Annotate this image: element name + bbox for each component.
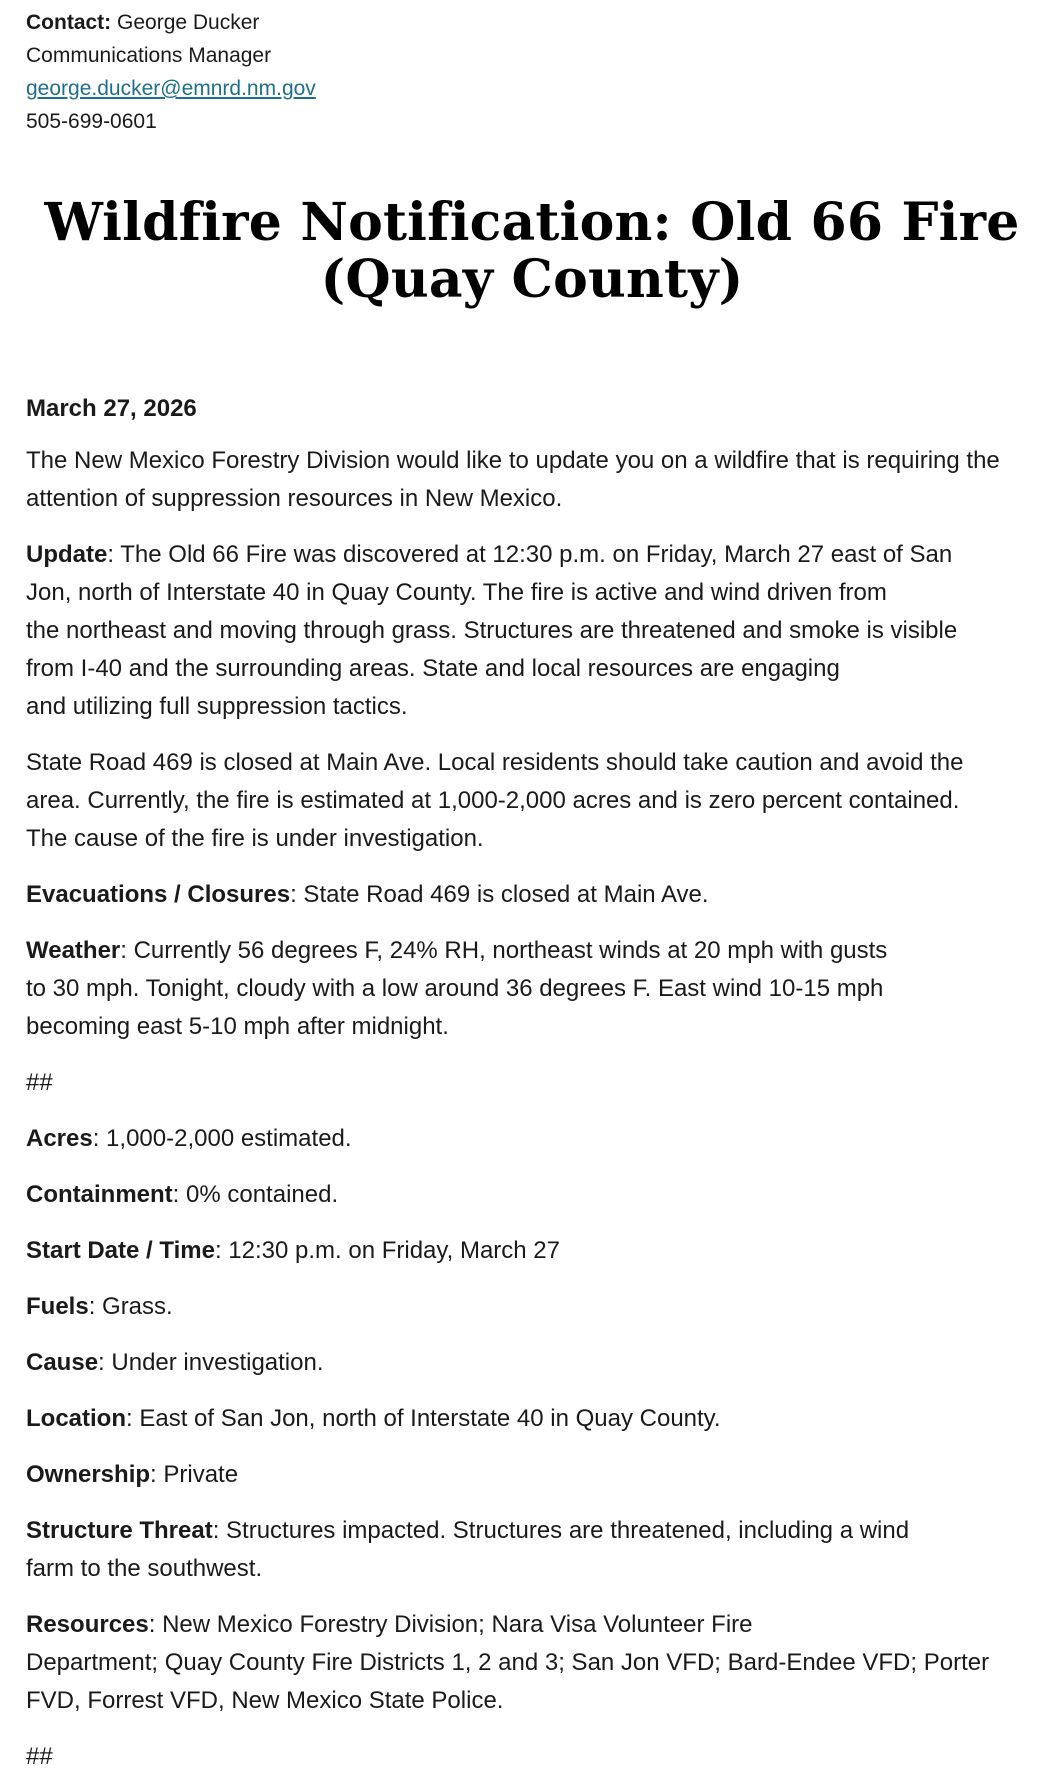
section-separator-end: ## bbox=[26, 1743, 53, 1770]
fact-acres bbox=[26, 1120, 1038, 1158]
road-closure-paragraph bbox=[26, 744, 1038, 858]
title-line-2: (Quay County) bbox=[320, 249, 744, 310]
fact-label: Structure Threat bbox=[26, 1517, 213, 1544]
fact-value: : 12:30 p.m. on Friday, March 27 bbox=[214, 1237, 560, 1264]
fact-fuels bbox=[26, 1288, 1038, 1326]
contact-email-link[interactable]: george.ducker@emnrd.nm.gov bbox=[26, 77, 316, 100]
fact-location bbox=[26, 1400, 1038, 1438]
update-label: Update bbox=[26, 541, 108, 568]
fact-label: Ownership bbox=[26, 1461, 151, 1488]
fact-value: : New Mexico Forestry Division; Nara Visa Volunteer Fire bbox=[148, 1611, 753, 1638]
fact-value: Department; Quay County Fire Districts 1, 2 and 3; San Jon VFD; Bard-Endee VFD; Porter bbox=[26, 1649, 990, 1676]
section-separator: ## bbox=[26, 1069, 53, 1096]
update-line: the northeast and moving through grass. Structures are threatened and smoke is visible bbox=[26, 617, 958, 644]
fact-label: Cause bbox=[26, 1349, 99, 1376]
fact-ownership bbox=[26, 1456, 1038, 1494]
fact-value: : Grass. bbox=[88, 1293, 173, 1320]
page-title bbox=[26, 138, 1038, 308]
fact-value: : Structures impacted. Structures are threatened, including a wind bbox=[212, 1517, 910, 1544]
update-line: : The Old 66 Fire was discovered at 12:30 p.m. on Friday, March 27 east of San bbox=[107, 541, 953, 568]
fact-resources bbox=[26, 1606, 1038, 1720]
fact-containment bbox=[26, 1176, 1038, 1214]
update-line: Jon, north of Interstate 40 in Quay County. The fire is active and wind driven from bbox=[26, 579, 887, 606]
evacuations-label: Evacuations / Closures bbox=[26, 881, 291, 908]
fact-value: : East of San Jon, north of Interstate 40 in Quay County. bbox=[126, 1405, 721, 1432]
update-paragraph bbox=[26, 536, 1038, 726]
road-line: The cause of the fire is under investigation. bbox=[26, 825, 484, 852]
road-line: State Road 469 is closed at Main Ave. Local residents should take caution and avoid the bbox=[26, 749, 964, 776]
weather-label: Weather bbox=[26, 937, 121, 964]
contact-role: Communications Manager bbox=[26, 44, 272, 67]
contact-name: George Ducker bbox=[117, 11, 260, 34]
release-body bbox=[26, 308, 1038, 1776]
fact-value: : Under investigation. bbox=[98, 1349, 324, 1376]
fact-label: Start Date / Time bbox=[26, 1237, 215, 1264]
title-line-1: Wildfire Notification: Old 66 Fire bbox=[44, 192, 1020, 253]
contact-line bbox=[26, 6, 1038, 39]
fact-start-time bbox=[26, 1232, 1038, 1270]
weather-line: becoming east 5-10 mph after midnight. bbox=[26, 1013, 449, 1040]
contact-block bbox=[26, 0, 1038, 138]
fact-label: Resources bbox=[26, 1611, 149, 1638]
road-line: area. Currently, the fire is estimated at 1,000-2,000 acres and is zero percent contained. bbox=[26, 787, 960, 814]
fact-value: farm to the southwest. bbox=[26, 1555, 263, 1582]
weather-line: to 30 mph. Tonight, cloudy with a low around 36 degrees F. East wind 10-15 mph bbox=[26, 975, 884, 1002]
fact-cause bbox=[26, 1344, 1038, 1382]
contact-label: Contact: bbox=[26, 11, 112, 34]
fact-label: Containment bbox=[26, 1181, 173, 1208]
update-line: from I-40 and the surrounding areas. State and local resources are engaging bbox=[26, 655, 840, 682]
update-line: and utilizing full suppression tactics. bbox=[26, 693, 408, 720]
fact-value: : 0% contained. bbox=[172, 1181, 339, 1208]
release-date: March 27, 2026 bbox=[26, 395, 197, 422]
fact-label: Fuels bbox=[26, 1293, 89, 1320]
fact-value: FVD, Forrest VFD, New Mexico State Police. bbox=[26, 1687, 504, 1714]
weather-line: : Currently 56 degrees F, 24% RH, northeast winds at 20 mph with gusts bbox=[120, 937, 888, 964]
fact-structure-threat bbox=[26, 1512, 1038, 1588]
fact-value: : 1,000-2,000 estimated. bbox=[92, 1125, 352, 1152]
evacuations-text: : State Road 469 is closed at Main Ave. bbox=[290, 881, 709, 908]
intro-paragraph: The New Mexico Forestry Division would like to update you on a wildfire that is requiring the attention of suppression resources in New Mexico. bbox=[26, 447, 1000, 512]
fact-value: : Private bbox=[150, 1461, 239, 1488]
fact-label: Acres bbox=[26, 1125, 93, 1152]
contact-phone: 505-699-0601 bbox=[26, 110, 157, 133]
evacuations-paragraph bbox=[26, 876, 1038, 914]
weather-paragraph bbox=[26, 932, 1038, 1046]
fact-label: Location bbox=[26, 1405, 126, 1432]
